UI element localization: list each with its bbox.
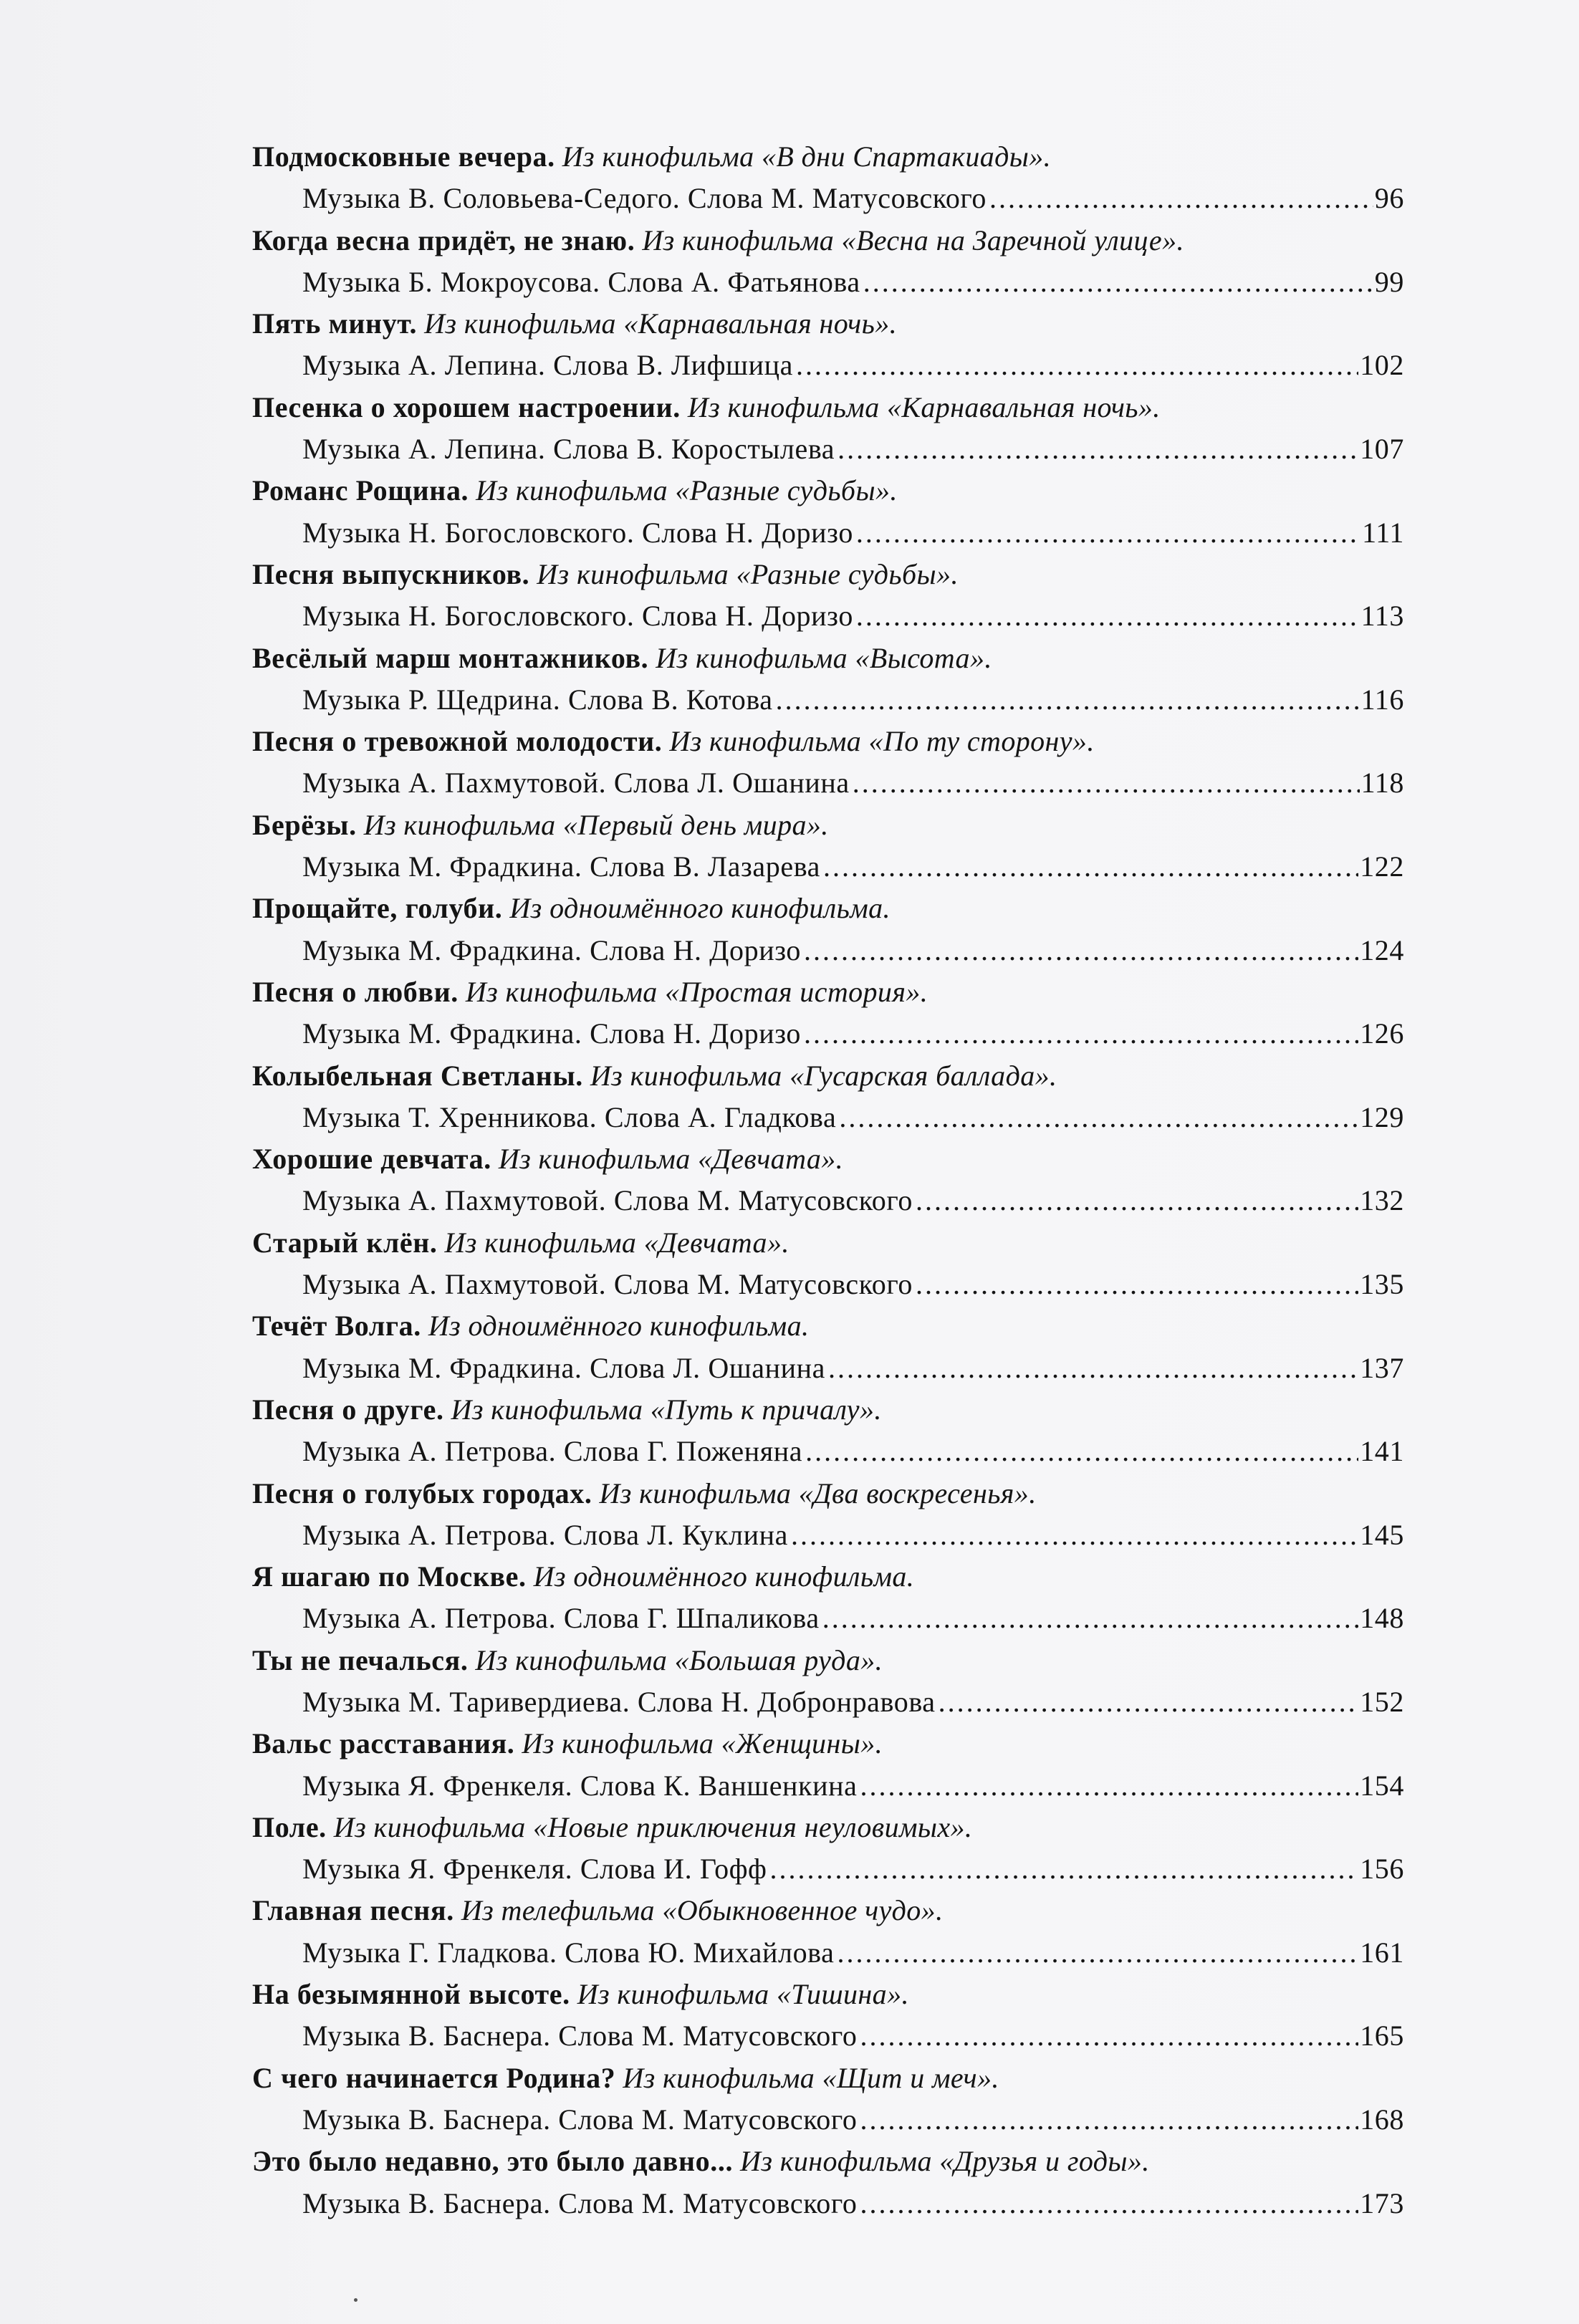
dot-leader <box>791 1514 1358 1556</box>
song-title: Хорошие девчата. <box>252 1143 491 1176</box>
page-number: 152 <box>1360 1685 1404 1718</box>
page-number: 99 <box>1374 265 1404 298</box>
page-number: 118 <box>1360 767 1404 800</box>
page-number: 173 <box>1360 2186 1404 2219</box>
entry-credit-line <box>252 1932 1404 1974</box>
dot-leader <box>860 2015 1358 2057</box>
entry-credit-line <box>252 1765 1404 1807</box>
film-source: Из кинофильма «Карнавальная ночь». <box>424 307 898 340</box>
entry-heading <box>252 1305 1404 1347</box>
dot-leader <box>805 1431 1358 1472</box>
entry-credit-line <box>252 1598 1404 1639</box>
entry-heading <box>252 1723 1404 1764</box>
toc-entry-14 <box>252 1222 1404 1306</box>
song-title: С чего начинается Родина? <box>252 2061 616 2094</box>
entry-credit-line <box>252 2183 1404 2224</box>
entry-heading <box>252 2141 1404 2182</box>
toc-entry-25 <box>252 2141 1404 2224</box>
music-lyrics-credits: Музыка В. Соловьева-Седого. Слова М. Матусовского <box>302 182 987 215</box>
song-title: Ты не печалься. <box>252 1643 469 1676</box>
toc-entry-8 <box>252 721 1404 805</box>
film-source: Из кинофильма «Два воскресенья». <box>599 1476 1037 1509</box>
film-source: Из кинофильма «Высота». <box>656 641 992 674</box>
entry-heading <box>252 721 1404 762</box>
dot-leader <box>860 2099 1358 2141</box>
toc-entry-20 <box>252 1723 1404 1807</box>
song-title: Течёт Волга. <box>252 1310 421 1343</box>
film-source: Из кинофильма «В дни Спартакиады». <box>562 140 1052 173</box>
toc-entry-10 <box>252 888 1404 971</box>
page-number: 154 <box>1360 1769 1404 1802</box>
entry-credit-line <box>252 679 1404 721</box>
page-number: 145 <box>1360 1518 1404 1551</box>
film-source: Из кинофильма «Простая история». <box>465 975 928 1008</box>
dot-leader <box>939 1681 1359 1723</box>
film-source: Из одноимённого кинофильма. <box>428 1310 810 1343</box>
page-number: 122 <box>1360 850 1404 883</box>
toc-entry-17 <box>252 1473 1404 1557</box>
dot-leader <box>769 1848 1358 1890</box>
entry-heading <box>252 387 1404 428</box>
film-source: Из одноимённого кинофильма. <box>533 1560 915 1593</box>
entry-heading <box>252 220 1404 261</box>
entry-credit-line <box>252 1264 1404 1305</box>
entry-heading <box>252 1055 1404 1097</box>
entry-credit-line <box>252 1180 1404 1221</box>
music-lyrics-credits: Музыка А. Петрова. Слова Г. Шпаликова <box>302 1602 820 1635</box>
toc-entry-2 <box>252 220 1404 304</box>
page-number: 168 <box>1360 2103 1404 2136</box>
entry-credit-line <box>252 261 1404 303</box>
toc-entry-12 <box>252 1055 1404 1139</box>
music-lyrics-credits: Музыка Я. Френкеля. Слова К. Ваншенкина <box>302 1769 858 1802</box>
song-title: Песня о любви. <box>252 975 459 1008</box>
music-lyrics-credits: Музыка Н. Богословского. Слова Н. Доризо <box>302 600 853 633</box>
dot-leader <box>916 1264 1358 1305</box>
toc-entry-21 <box>252 1807 1404 1891</box>
page-number: 113 <box>1360 600 1404 633</box>
film-source: Из кинофильма «Гусарская баллада». <box>590 1059 1057 1092</box>
toc-entry-5 <box>252 470 1404 554</box>
film-source: Из кинофильма «Девчата». <box>498 1143 844 1176</box>
song-title: На безымянной высоте. <box>252 1978 570 2011</box>
song-title: Романс Рощина. <box>252 474 469 507</box>
song-title: Весёлый марш монтажников. <box>252 641 649 674</box>
film-source: Из кинофильма «Большая руда». <box>475 1643 883 1676</box>
film-source: Из кинофильма «Девчата». <box>444 1226 790 1259</box>
print-speck <box>354 2298 357 2302</box>
film-source: Из кинофильма «Женщины». <box>522 1727 883 1760</box>
music-lyrics-credits: Музыка В. Баснера. Слова М. Матусовского <box>302 2186 858 2219</box>
entry-heading <box>252 1389 1404 1431</box>
toc-entry-9 <box>252 805 1404 888</box>
song-title: Песня о голубых городах. <box>252 1476 592 1509</box>
dot-leader <box>860 2183 1358 2224</box>
page-number: 161 <box>1360 1936 1404 1969</box>
music-lyrics-credits: Музыка Р. Щедрина. Слова В. Котова <box>302 683 773 716</box>
page-number: 116 <box>1360 683 1404 716</box>
dot-leader <box>839 1097 1358 1138</box>
film-source: Из кинофильма «Щит и меч». <box>623 2061 999 2094</box>
entry-heading <box>252 638 1404 679</box>
page-number: 96 <box>1374 182 1404 215</box>
music-lyrics-credits: Музыка А. Лепина. Слова В. Коростылева <box>302 433 835 466</box>
page-number: 135 <box>1360 1268 1404 1301</box>
entry-heading <box>252 1222 1404 1264</box>
entry-credit-line <box>252 512 1404 554</box>
toc-entry-6 <box>252 554 1404 638</box>
song-title: Я шагаю по Москве. <box>252 1560 527 1593</box>
music-lyrics-credits: Музыка М. Таривердиева. Слова Н. Добронравова <box>302 1685 936 1718</box>
song-title: Когда весна придёт, не знаю. <box>252 224 635 256</box>
film-source: Из кинофильма «Путь к причалу». <box>451 1393 882 1426</box>
entry-credit-line <box>252 762 1404 804</box>
toc-entry-24 <box>252 2057 1404 2141</box>
page-number: 141 <box>1360 1435 1404 1468</box>
dot-leader <box>828 1348 1358 1389</box>
toc-entry-1 <box>252 136 1404 220</box>
entry-heading <box>252 1138 1404 1180</box>
toc-entry-16 <box>252 1389 1404 1473</box>
toc-entry-23 <box>252 1974 1404 2057</box>
song-title: Берёзы. <box>252 808 357 841</box>
entry-credit-line <box>252 846 1404 888</box>
film-source: Из кинофильма «Разные судьбы». <box>537 557 959 590</box>
page-number: 165 <box>1360 2020 1404 2052</box>
toc-entry-18 <box>252 1556 1404 1640</box>
dot-leader <box>776 679 1360 721</box>
song-title: Подмосковные вечера. <box>252 140 555 173</box>
entry-credit-line <box>252 2099 1404 2141</box>
page-number: 156 <box>1360 1853 1404 1886</box>
music-lyrics-credits: Музыка М. Фрадкина. Слова В. Лазарева <box>302 850 821 883</box>
entry-credit-line <box>252 1431 1404 1472</box>
dot-leader <box>823 846 1358 888</box>
music-lyrics-credits: Музыка Г. Гладкова. Слова Ю. Михайлова <box>302 1936 835 1969</box>
toc-entry-15 <box>252 1305 1404 1389</box>
page-number: 137 <box>1360 1351 1404 1384</box>
film-source: Из телефильма «Обыкновенное чудо». <box>461 1894 944 1927</box>
music-lyrics-credits: Музыка В. Баснера. Слова М. Матусовского <box>302 2020 858 2052</box>
music-lyrics-credits: Музыка М. Фрадкина. Слова Н. Доризо <box>302 933 801 966</box>
film-source: Из кинофильма «Друзья и годы». <box>740 2145 1150 2178</box>
dot-leader <box>804 930 1358 971</box>
toc-entry-13 <box>252 1138 1404 1222</box>
dot-leader <box>856 595 1360 637</box>
page-number: 107 <box>1360 433 1404 466</box>
toc-entry-3 <box>252 303 1404 387</box>
song-title: Это было недавно, это было давно... <box>252 2145 734 2178</box>
song-title: Колыбельная Светланы. <box>252 1059 583 1092</box>
film-source: Из кинофильма «Новые приключения неуловимых». <box>333 1810 973 1843</box>
entry-heading <box>252 1890 1404 1931</box>
dot-leader <box>989 178 1373 219</box>
entry-credit-line <box>252 1848 1404 1890</box>
film-source: Из кинофильма «Тишина». <box>577 1978 909 2011</box>
song-title: Пять минут. <box>252 307 418 340</box>
toc-entry-7 <box>252 638 1404 721</box>
dot-leader <box>856 512 1360 554</box>
entry-credit-line <box>252 1013 1404 1055</box>
song-title: Песня выпускников. <box>252 557 530 590</box>
music-lyrics-credits: Музыка А. Пахмутовой. Слова Л. Ошанина <box>302 767 850 800</box>
page-number: 148 <box>1360 1602 1404 1635</box>
dot-leader <box>822 1598 1358 1639</box>
entry-credit-line <box>252 930 1404 971</box>
dot-leader <box>860 1765 1358 1807</box>
entry-credit-line <box>252 1514 1404 1556</box>
page-number: 132 <box>1360 1184 1404 1217</box>
song-title: Поле. <box>252 1810 327 1843</box>
song-title: Песня о друге. <box>252 1393 444 1426</box>
music-lyrics-credits: Музыка А. Пахмутовой. Слова М. Матусовского <box>302 1184 913 1217</box>
entry-heading <box>252 2057 1404 2099</box>
song-title: Прощайте, голуби. <box>252 892 503 925</box>
song-title: Песня о тревожной молодости. <box>252 725 663 758</box>
dot-leader <box>853 762 1360 804</box>
song-title: Вальс расставания. <box>252 1727 515 1760</box>
entry-credit-line <box>252 1348 1404 1389</box>
toc-entry-4 <box>252 387 1404 471</box>
table-of-contents <box>252 136 1404 2224</box>
film-source: Из кинофильма «По ту сторону». <box>669 725 1095 758</box>
music-lyrics-credits: Музыка А. Петрова. Слова Л. Куклина <box>302 1518 788 1551</box>
entry-heading <box>252 1473 1404 1514</box>
entry-credit-line <box>252 178 1404 219</box>
dot-leader <box>804 1013 1358 1055</box>
entry-heading <box>252 1556 1404 1598</box>
music-lyrics-credits: Музыка Я. Френкеля. Слова И. Гофф <box>302 1853 767 1886</box>
entry-heading <box>252 1640 1404 1681</box>
entry-heading <box>252 470 1404 512</box>
page-number: 102 <box>1360 349 1404 382</box>
entry-credit-line <box>252 2015 1404 2057</box>
film-source: Из кинофильма «Карнавальная ночь». <box>687 390 1161 423</box>
page-number: 126 <box>1360 1017 1404 1050</box>
song-title: Главная песня. <box>252 1894 454 1927</box>
film-source: Из одноимённого кинофильма. <box>509 892 891 925</box>
music-lyrics-credits: Музыка А. Лепина. Слова В. Лифшица <box>302 349 793 382</box>
entry-heading <box>252 1974 1404 2015</box>
dot-leader <box>916 1180 1358 1221</box>
dot-leader <box>863 261 1373 303</box>
music-lyrics-credits: Музыка Т. Хренникова. Слова А. Гладкова <box>302 1100 837 1133</box>
toc-entry-11 <box>252 971 1404 1055</box>
dot-leader <box>838 428 1358 470</box>
music-lyrics-credits: Музыка М. Фрадкина. Слова Н. Доризо <box>302 1017 801 1050</box>
entry-credit-line <box>252 1681 1404 1723</box>
song-title: Песенка о хорошем настроении. <box>252 390 681 423</box>
music-lyrics-credits: Музыка М. Фрадкина. Слова Л. Ошанина <box>302 1351 825 1384</box>
film-source: Из кинофильма «Первый день мира». <box>363 808 829 841</box>
entry-credit-line <box>252 595 1404 637</box>
toc-entry-22 <box>252 1890 1404 1974</box>
music-lyrics-credits: Музыка А. Петрова. Слова Г. Поженяна <box>302 1435 803 1468</box>
entry-credit-line <box>252 428 1404 470</box>
dot-leader <box>796 345 1358 386</box>
entry-heading <box>252 888 1404 929</box>
entry-heading <box>252 136 1404 178</box>
page-number: 129 <box>1360 1100 1404 1133</box>
page-number: 111 <box>1362 516 1404 549</box>
page-number: 124 <box>1360 933 1404 966</box>
entry-heading <box>252 805 1404 846</box>
music-lyrics-credits: Музыка А. Пахмутовой. Слова М. Матусовского <box>302 1268 913 1301</box>
toc-entry-19 <box>252 1640 1404 1724</box>
entry-heading <box>252 971 1404 1013</box>
song-title: Старый клён. <box>252 1226 438 1259</box>
music-lyrics-credits: Музыка Б. Мокроусова. Слова А. Фатьянова <box>302 265 860 298</box>
entry-heading <box>252 1807 1404 1848</box>
film-source: Из кинофильма «Весна на Заречной улице». <box>642 224 1184 256</box>
entry-heading <box>252 554 1404 595</box>
music-lyrics-credits: Музыка Н. Богословского. Слова Н. Доризо <box>302 516 853 549</box>
dot-leader <box>838 1932 1359 1974</box>
film-source: Из кинофильма «Разные судьбы». <box>476 474 898 507</box>
entry-credit-line <box>252 1097 1404 1138</box>
music-lyrics-credits: Музыка В. Баснера. Слова М. Матусовского <box>302 2103 858 2136</box>
entry-credit-line <box>252 345 1404 386</box>
entry-heading <box>252 303 1404 345</box>
